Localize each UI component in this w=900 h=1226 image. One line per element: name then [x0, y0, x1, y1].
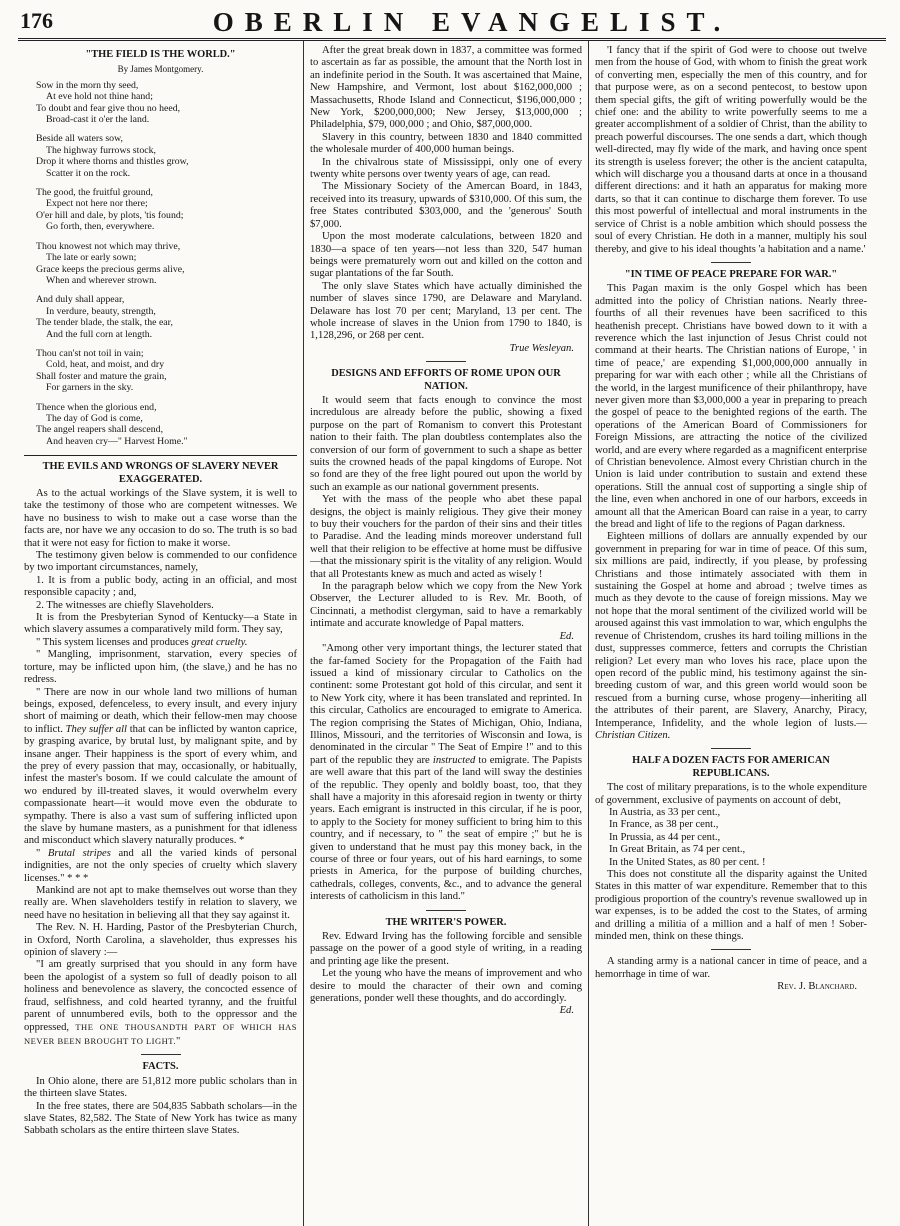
editor-signature: Ed.	[559, 1005, 574, 1017]
section-divider	[711, 949, 751, 950]
list-item: In Great Britain, as 74 per cent.,	[609, 844, 746, 856]
poem-line: Thou knowest not which may thrive,	[36, 240, 181, 252]
section-divider	[426, 910, 466, 911]
paragraph: This Pagan maxim is the only Gospel which has been admitted into the policy of Christian nations. Nearly three-fourths of all their revenues have been sacrificed to this heathenish precept. Christians have bowed down to it with a reverence which the last injunction of Jesus Christ could not command at their hearts. The Christian nations of Europe, ' in time of peace,' are expending $1,000,000,000 annually in preparing for war with each other ; while all the Christians of the world, in the largest munificence of their philanthropy, have never given more than $3,000,000 a year in preparing to preach the gospel of peace to the benighted regions of the earth. The operations of the American Board of Commissioners for Foreign Missions, are attracting the notice of the civilized world, and are every where regarded as a magnificent enterprise of Christian benevolence. Almost every Christian church in the Union is laid under contribution to sustain and extend these operations. Still the annual cost of supporting a single ship of the line, even when anchored in one of our harbors, exceeds in amount all that the American Board can raise in a year, to carry the bread and light of life to the regions of Pagan darkness.	[595, 283, 867, 531]
text-run: "	[175, 1035, 181, 1047]
text-run: " This system licenses and produces	[36, 636, 192, 648]
text-run: Eighteen millions of dollars are annually expended by our government in preparing for war in time of peace. Of this sum, six millions are paid, indirectly, if you please, by professing Christians and those intimately associated with them in sustaining the Gospel at home and abroad ; twelve times as much as they devote to the cause of foreign missions. May we not hope that the moral sentiment of the civilized world will be aroused against this vast immolation to war, which engulphs the revenue of Christendom, crushes its hard toiling millions in the dust, suppresses commerce, fetters and corrupts the Christian religion? Let every man who loves his race, place upon the open record of the public mind, his testimony against the sin-breeding custom of war, and this green world would soon be rescued from a burning curse, whose progeny—inheriting all the attributes of their parent, are Slavery, Anarchy, Piracy, Intemperance, Infidelity, and the whole legion of lusts.—	[595, 531, 867, 729]
paragraph: This does not constitute all the disparity against the United States in this matter of war expenditure. Remember that to this prodigious proportion of the country's revenue swallowed up in war expenses, is to be added the cost to the States, of arming and drilling a militia of a million and a half of men ! Sober-minded men, think on these things.	[595, 869, 867, 943]
poem-stanza	[36, 133, 297, 179]
text-run: "Among other very important things, the lecturer stated that the far-famed Society for the Propagation of the Faith had issued a kind of missionary circular to Catholics on the continent: some Protestant got hold of this circular, and sent it to New York city, where it has been translated and reprinted. In this circular, Catholics are encouraged to emigrate to America. The region comprising the States of Michigan, Ohio, Indiana, Illinos, Missouri, and the territories of Wisconsin and Iowa, is denominated in the circular " The Seat of Empire !" and to this part of the republic they are	[310, 643, 582, 766]
text-run: and all the varied kinds of personal indignities, are not the only species of cruelty which slavery licenses." * * *	[24, 847, 297, 884]
paragraph: The only slave States which have actually diminished the number of slaves since 1790, are Delaware and Maryland. Delaware has lost 70 per cent; Maryland, 13 per cent. The whole increase of slaves in the Union from 1790 to 1840, is 1,128,296, or 268 per cent.	[310, 280, 582, 342]
paragraph	[24, 687, 297, 848]
paragraph: In the paragraph below which we copy from the New York Observer, the Lecturer alluded to is Rev. Mr. Booth, of Cincinnati, a methodist clergyman, said to have a remarkably intimate and accurate knowledge of Papal matters.	[310, 581, 582, 630]
paragraph: Let the young who have the means of improvement and who desire to mould the character of their own and coming generations, ponder well these thoughts, and do accordingly.	[310, 968, 582, 1005]
column-3	[588, 41, 873, 1226]
text-run: that can be inflicted by wanton caprice, by grasping avarice, by brutal lust, by malignant spite, and by insane anger. Their happiness is the sport of every whim, and the prey of every passion that may, occasionally, or habitually, infest the master's bosom. If we could calculate the amount of wo endured by ill-treated slaves, it would overwhelm every compassionate heart—it would move even the obdurate to sympathy. There is also a vast sum of suffering inflicted upon the slave by humane masters, as a punishment for that idleness and misconduct which slavery naturally produces. *	[24, 723, 297, 847]
paragraph: Rev. Edward Irving has the following forcible and sensible passage on the power of a good style of writing, in a reading and printing age like the present.	[310, 931, 582, 967]
poem-line: The highway furrows stock,	[46, 144, 156, 156]
article-evils-of-slavery	[24, 461, 297, 1048]
column-1	[18, 41, 303, 1226]
poem-line: Go forth, then, everywhere.	[46, 221, 155, 233]
paragraph: 'I fancy that if the spirit of God were to choose out twelve men from the house of God, with whom to finish the great work of converting men, especially the men of this country, and for that purpose were, as on a second pentecost, to bestow upon them special gifts, the gift of writing powerfully would be the chief one: and the ability to write powerfully seems to me a greater accomplishment of a soldier of Christ, than the ability to preach powerful discourses. The one sends a dart, which though well-directed, may fly wide of the mark, and having once spent its strength is useless forever; the other is the ancient catapulta, which will discharge you a thousand darts at once in a thousand different directions: and it hath an apparatus for making more darts, so that it can continue to discharge them forever. To use this most powerful of intellectual and moral instruments in the service of Christ is a noble ambition which should possess the soul of every Christian. He doth in a manner, multiply his soul thereby, and give to his ideal thoughts 'a habitation and a name.'	[595, 45, 867, 255]
poem-line: Thence when the glorious end,	[36, 401, 157, 413]
article-designs-of-rome	[310, 368, 582, 903]
poem-line: Broad-cast it o'er the land.	[46, 114, 150, 126]
article-writers-power-continued	[595, 45, 867, 256]
poem-field-is-the-world	[24, 49, 297, 447]
poem-line: Expect not here nor there;	[46, 198, 148, 210]
paragraph: It is from the Presbyterian Synod of Kentucky—a State in which slavery assumes a comparatively mild form. They say,	[24, 612, 297, 636]
section-divider	[141, 1054, 181, 1055]
poem-line: In verdure, beauty, strength,	[46, 305, 156, 317]
paragraph: Upon the most moderate calculations, between 1820 and 1830—a space of ten years—not less than 320, 547 human beings were prematurely worn out and killed on the cotton and sugar plantations of the far South.	[310, 231, 582, 280]
paragraph: After the great break down in 1837, a committee was formed to ascertain as far as possible, the amount that the North lost in an indefinite period in the South. It was ascertained that Maine, New Hampshire, and Vermont, lost about $162,000,000 ; Massachusetts, Rhode Island and Connecticut, $196,000,000 ; New York, $200,000,000; New Jersey, $13,000,000 ; Philadelphia, $79, 000,000 ; and Ohio, $87,000,000.	[310, 45, 582, 131]
paragraph	[595, 531, 867, 742]
paragraph: Slavery in this country, between 1830 and 1840 committed the wholesale murder of 400,000 human beings.	[310, 131, 582, 156]
paragraph: It would seem that facts enough to convince the most incredulous are already before the public, showing a fixed purpose on the part of Romanism to convert this Protestant nation to their faith. The plan doubtless contemplates also the conversion of our form of government to such a shape as better suits the crowned heads of the papal kingdoms of Europe. Not so fond are they of the free light poured out upon the world by such an example as our national government presents.	[310, 394, 582, 493]
newspaper-title: OBERLIN EVANGELIST.	[212, 7, 732, 37]
paragraph: " Mangling, imprisonment, starvation, every species of torture, may be inflicted upon him, (the slave,) and he has no redress.	[24, 649, 297, 686]
poem-line: For garners in the sky.	[46, 382, 134, 394]
paragraph: A standing army is a national cancer in time of peace, and a hemorrhage in time of war.	[595, 956, 867, 980]
paragraph: In the free states, there are 504,835 Sabbath scholars—in the slave States, 82,582. The State of New York has twice as many Sabbath scholars as the entire thirteen slave States.	[24, 1100, 297, 1137]
article-title: DESIGNS AND EFFORTS OF ROME UPON OUR NATION.	[331, 368, 561, 392]
article-title: THE WRITER'S POWER.	[385, 916, 507, 928]
emphasis: Brutal stripes	[47, 847, 111, 859]
source-credit: Christian Citizen.	[595, 729, 671, 741]
paragraph: The Missionary Society of the Amercan Board, in 1843, received into its treasury, upwards of $310,000. Of this sum, the free States contributed $303,000, and the 'generous' South $7,000.	[310, 181, 582, 230]
article-writers-power	[310, 917, 582, 1018]
column-2	[303, 41, 588, 1226]
article-title: "IN TIME OF PEACE PREPARE FOR WAR."	[624, 268, 838, 280]
paragraph: Yet with the mass of the people who abet these papal designs, the object is mainly religious. They give their money to buy their vouchers for the pardon of their sins and their titles to Paradise. And the leading minds moreover understand full well that their religion to be effective at home must be diffusive—that the missionary spirit is the vitality of any religion. Would that all Protestants knew as much and acted as wisely !	[310, 494, 582, 580]
paragraph	[24, 637, 297, 649]
paragraph: The testimony given below is commended to our confidence by two important circumstances, namely,	[24, 550, 297, 574]
article-facts-continued	[310, 45, 582, 355]
poem-author: By James Montgomery.	[117, 64, 204, 75]
poem-stanza	[36, 187, 297, 233]
paragraph: Mankind are not apt to make themselves out worse than they really are. When slaveholders testify in relation to slavery, we need have no hesitation in believing all that they say against it.	[24, 885, 297, 921]
article-title: FACTS.	[142, 1061, 179, 1073]
poem-stanza	[36, 348, 297, 394]
emphasis: great cruelty.	[191, 636, 248, 648]
list-item: In Prussia, as 44 per cent.,	[609, 831, 721, 843]
text-run: " There are now in our whole land two millions of human beings, exposed, defenceless, to every insult, and every injury short of maiming or death, which their fellow-men may choose to inflict.	[24, 686, 297, 735]
text-run: "I am greatly surprised that you should in any form have been the apologist of a system so full of deadly poison to all holiness and benevolence as slavery, the concocted essence of fraud, selfishness, and cold hearted tyranny, and the fruitful parent of unnumbered evils, both to the oppressor and the oppressed,	[24, 959, 297, 1034]
poem-line: When and wherever strown.	[46, 274, 157, 286]
small-caps-text: THE ONE THOUSANDTH PART OF WHICH HAS NEVER BEEN BROUGHT TO LIGHT.	[24, 1022, 297, 1046]
paragraph: As to the actual workings of the Slave system, it is well to take the testimony of those who are competent witnesses. We have no business to wish to make out a case worse than the facts are, nor have we any occasion to do so. The truth is so bad that it were not easy for fiction to make it worse.	[24, 488, 297, 549]
poem-line: The angel reapers shall descend,	[36, 424, 164, 436]
paragraph	[24, 959, 297, 1048]
article-title: THE EVILS AND WRONGS OF SLAVERY NEVER EXAGGERATED.	[42, 461, 279, 485]
article-prepare-for-war	[595, 269, 867, 742]
text-run: to emigrate. The Papists are well aware that this part of the land will sway the destinies of the republic. They openly and boldly boast, too, that they shall have a majority in this aforesaid region in twenty or thirty years. Each emigrant is instructed in this circular, if he is poor, to apply to the Society for money sufficient to bring him to this country, and if necessary, to " the seat of empire ;" but he is given to understand that he must pay this money back, in the course of three or four years, out of his hard earnings, to some priests in America, for the purpose of building churches, cathedrals, colleges, convents, &c., and to advance the general interests of catholicism in this land."	[310, 754, 582, 903]
article-half-dozen-facts	[595, 755, 867, 943]
section-divider	[711, 748, 751, 749]
poem-line: Scatter it on the rock.	[46, 167, 131, 179]
poem-line: And the full corn at length.	[46, 328, 153, 340]
poem-line: Thou can'st not toil in vain;	[36, 347, 144, 359]
poem-line: The good, the fruitful ground,	[36, 187, 153, 199]
article-title: HALF A DOZEN FACTS FOR AMERICAN REPUBLICANS.	[632, 755, 830, 779]
poem-line: The tender blade, the stalk, the ear,	[36, 317, 173, 329]
emphasis: instructed	[432, 754, 476, 766]
poem-line: And duly shall appear,	[36, 294, 125, 306]
poem-line: Cold, heat, and moist, and dry	[46, 359, 165, 371]
poem-line: At eve hold not thine hand;	[46, 91, 153, 103]
paragraph: The cost of military preparations, is to the whole expenditure of government, exclusive of payments on account of debt,	[595, 782, 867, 806]
poem-line: Shall foster and mature the grain,	[36, 370, 167, 382]
paragraph: In Ohio alone, there are 51,812 more public scholars than in the thirteen slave States.	[24, 1075, 297, 1100]
author-signature: Rev. J. Blanchard.	[777, 981, 857, 993]
emphasis: They suffer all	[65, 723, 127, 735]
source-credit: True Wesleyan.	[509, 342, 574, 354]
paragraph	[310, 643, 582, 904]
page-number: 176	[20, 8, 53, 33]
columns	[18, 41, 886, 1226]
poem-line: Sow in the morn thy seed,	[36, 79, 139, 91]
paragraph: The Rev. N. H. Harding, Pastor of the Presbyterian Church, in Oxford, North Carolina, a slaveholder, thus expresses his opinion of slavery :—	[24, 922, 297, 959]
section-divider	[711, 262, 751, 263]
poem-line: Grace keeps the precious germs alive,	[36, 263, 185, 275]
paragraph: In the chivalrous state of Mississippi, only one of every twenty white persons over twenty years of age, can read.	[310, 156, 582, 181]
poem-line: The late or early sown;	[46, 252, 137, 264]
poem-stanza	[36, 294, 297, 340]
article-standing-army	[595, 956, 867, 993]
masthead	[18, 6, 886, 41]
list-item: In the United States, as 80 per cent. !	[609, 856, 766, 868]
poem-line: Drop it where thorns and thistles grow,	[36, 156, 189, 168]
poem-line: The day of God is come,	[46, 412, 143, 424]
article-facts	[24, 1061, 297, 1137]
poem-stanza	[36, 402, 297, 448]
poem-stanza	[36, 80, 297, 126]
editor-signature: Ed.	[559, 630, 574, 642]
poem-line: To doubt and fear give thou no heed,	[36, 102, 181, 114]
poem-stanza	[36, 241, 297, 287]
section-divider	[426, 361, 466, 362]
text-run: "	[36, 847, 48, 859]
paragraph	[24, 848, 297, 885]
list-item: In France, as 38 per cent.,	[609, 819, 719, 831]
poem-line: And heaven cry—" Harvest Home."	[46, 435, 188, 447]
paragraph: 1. It is from a public body, acting in an official, and most responsible capacity ; and,	[24, 574, 297, 599]
poem-title: "THE FIELD IS THE WORLD."	[85, 49, 236, 60]
paragraph: 2. The witnesses are chiefly Slaveholders.	[36, 599, 214, 611]
list-item: In Austria, as 33 per cent.,	[609, 806, 721, 818]
poem-line: O'er hill and dale, by plots, 'tis found;	[36, 209, 184, 221]
poem-line: Beside all waters sow,	[36, 133, 123, 145]
section-divider	[24, 455, 297, 456]
